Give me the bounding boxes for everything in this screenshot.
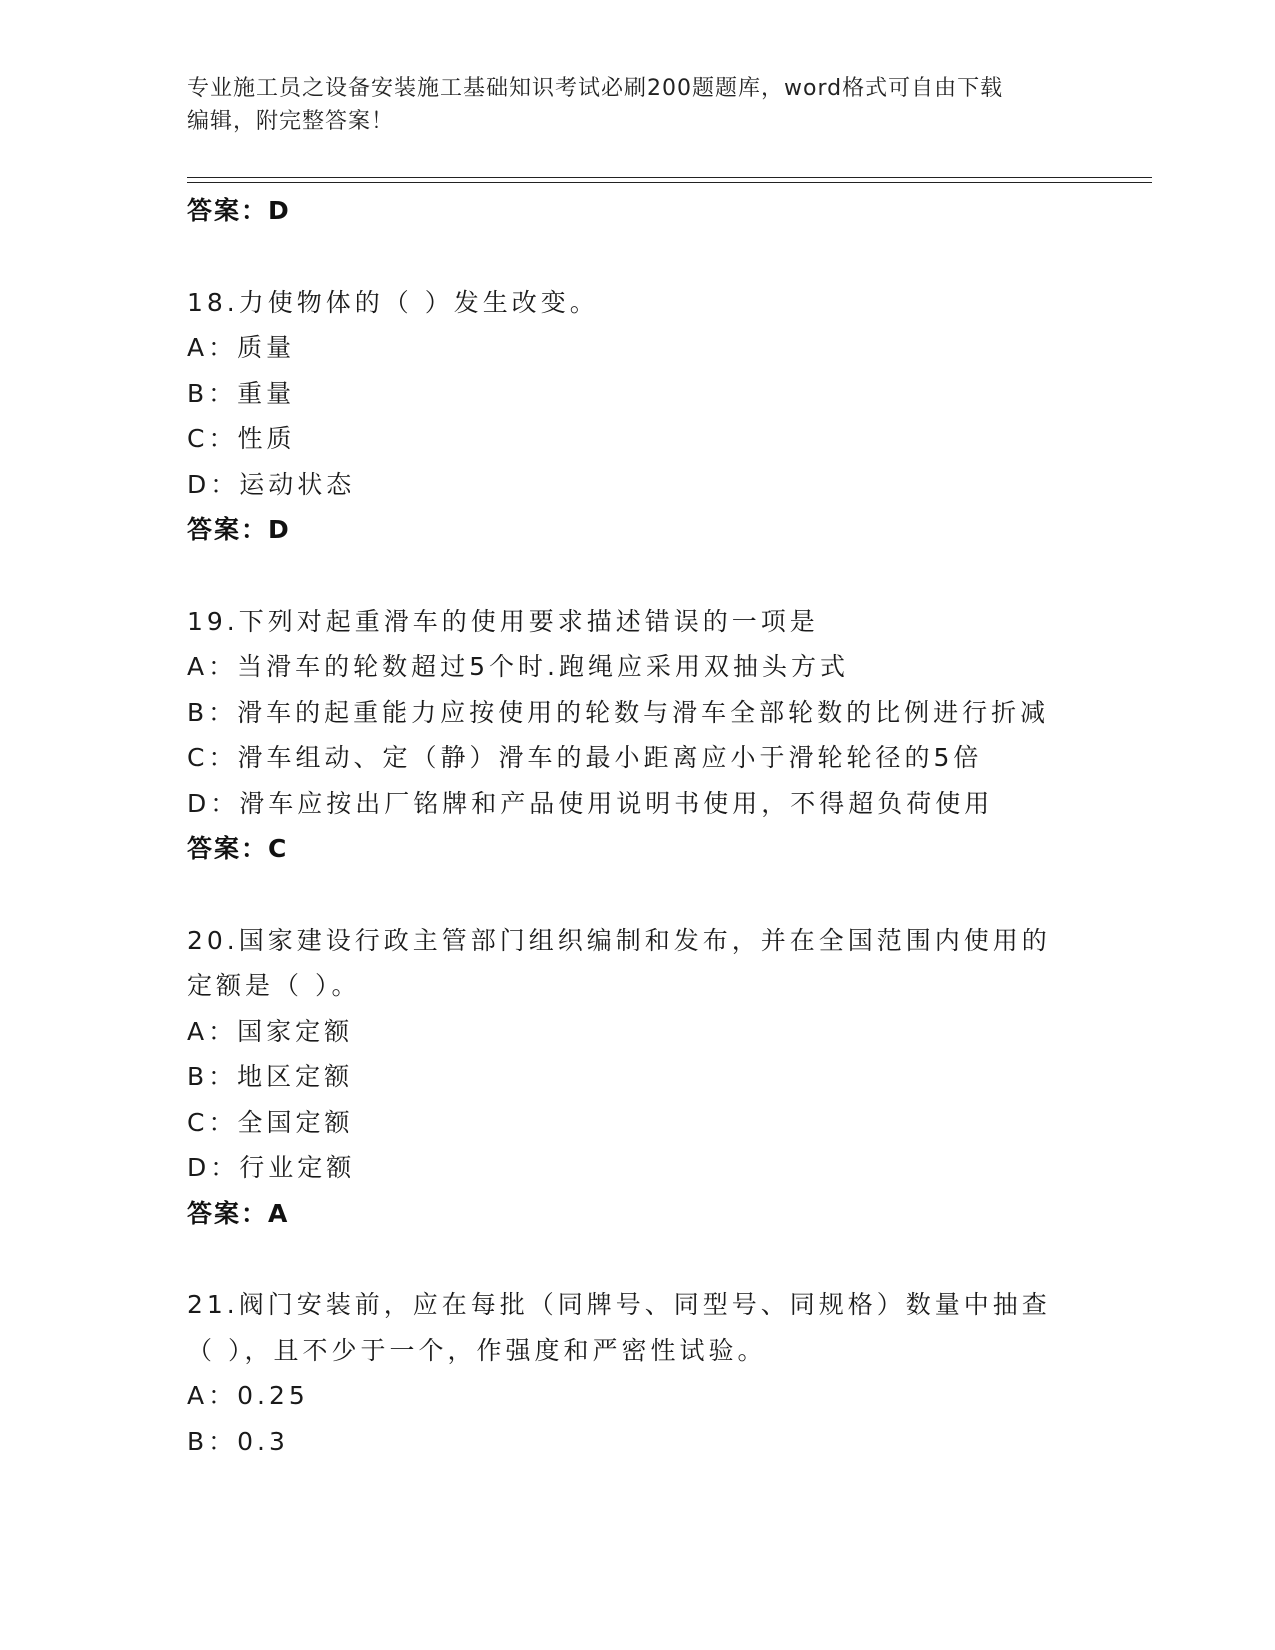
option-a: A：当滑车的轮数超过5个时.跑绳应采用双抽头方式 — [187, 652, 849, 681]
question-list — [187, 188, 1152, 1464]
question-block-20 — [187, 918, 1152, 1237]
option-c: C：性质 — [187, 424, 296, 453]
option-a: A：0.25 — [187, 1381, 309, 1410]
question-stem: 18.力使物体的（ ）发生改变。 — [187, 287, 599, 317]
spacer — [187, 234, 1152, 280]
answer: 答案：C — [187, 834, 289, 863]
option-c: C：滑车组动、定（静）滑车的最小距离应小于滑轮轮径的5倍 — [187, 743, 983, 772]
answer: 答案：D — [187, 515, 291, 544]
answer: 答案：A — [187, 1198, 290, 1228]
question-block-19 — [187, 599, 1152, 872]
header-line-1: 专业施工员之设备安装施工基础知识考试必刷200题题库，word格式可自由下载 — [187, 76, 1004, 101]
question-stem: 19.下列对起重滑车的使用要求描述错误的一项是 — [187, 606, 819, 636]
option-d: D：运动状态 — [187, 469, 356, 499]
spacer — [187, 872, 1152, 918]
option-a: A：质量 — [187, 333, 296, 362]
option-d: D：滑车应按出厂铭牌和产品使用说明书使用，不得超负荷使用 — [187, 788, 994, 818]
question-stem: 20.国家建设行政主管部门组织编制和发布，并在全国范围内使用的定额是（ ）。 — [187, 925, 1051, 1000]
question-stem: 21.阀门安装前，应在每批（同牌号、同型号、同规格）数量中抽查（ ），且不少于一个，作强度和严密性试验。 — [187, 1290, 1051, 1365]
header-line-2: 编辑，附完整答案！ — [187, 109, 395, 134]
option-c: C：全国定额 — [187, 1107, 354, 1137]
previous-answer: 答案：D — [187, 196, 291, 225]
spacer — [187, 553, 1152, 599]
header-divider-bottom — [187, 182, 1152, 183]
header-divider-top — [187, 177, 1152, 178]
option-b: B：滑车的起重能力应按使用的轮数与滑车全部轮数的比例进行折减 — [187, 697, 1050, 727]
option-b: B：0.3 — [187, 1426, 289, 1456]
option-b: B：地区定额 — [187, 1062, 354, 1091]
spacer — [187, 1236, 1152, 1282]
question-block-21 — [187, 1282, 1152, 1464]
option-d: D：行业定额 — [187, 1153, 356, 1182]
option-b: B：重量 — [187, 378, 296, 408]
document-header — [187, 72, 1087, 138]
option-a: A：国家定额 — [187, 1016, 354, 1046]
question-block-18 — [187, 280, 1152, 553]
